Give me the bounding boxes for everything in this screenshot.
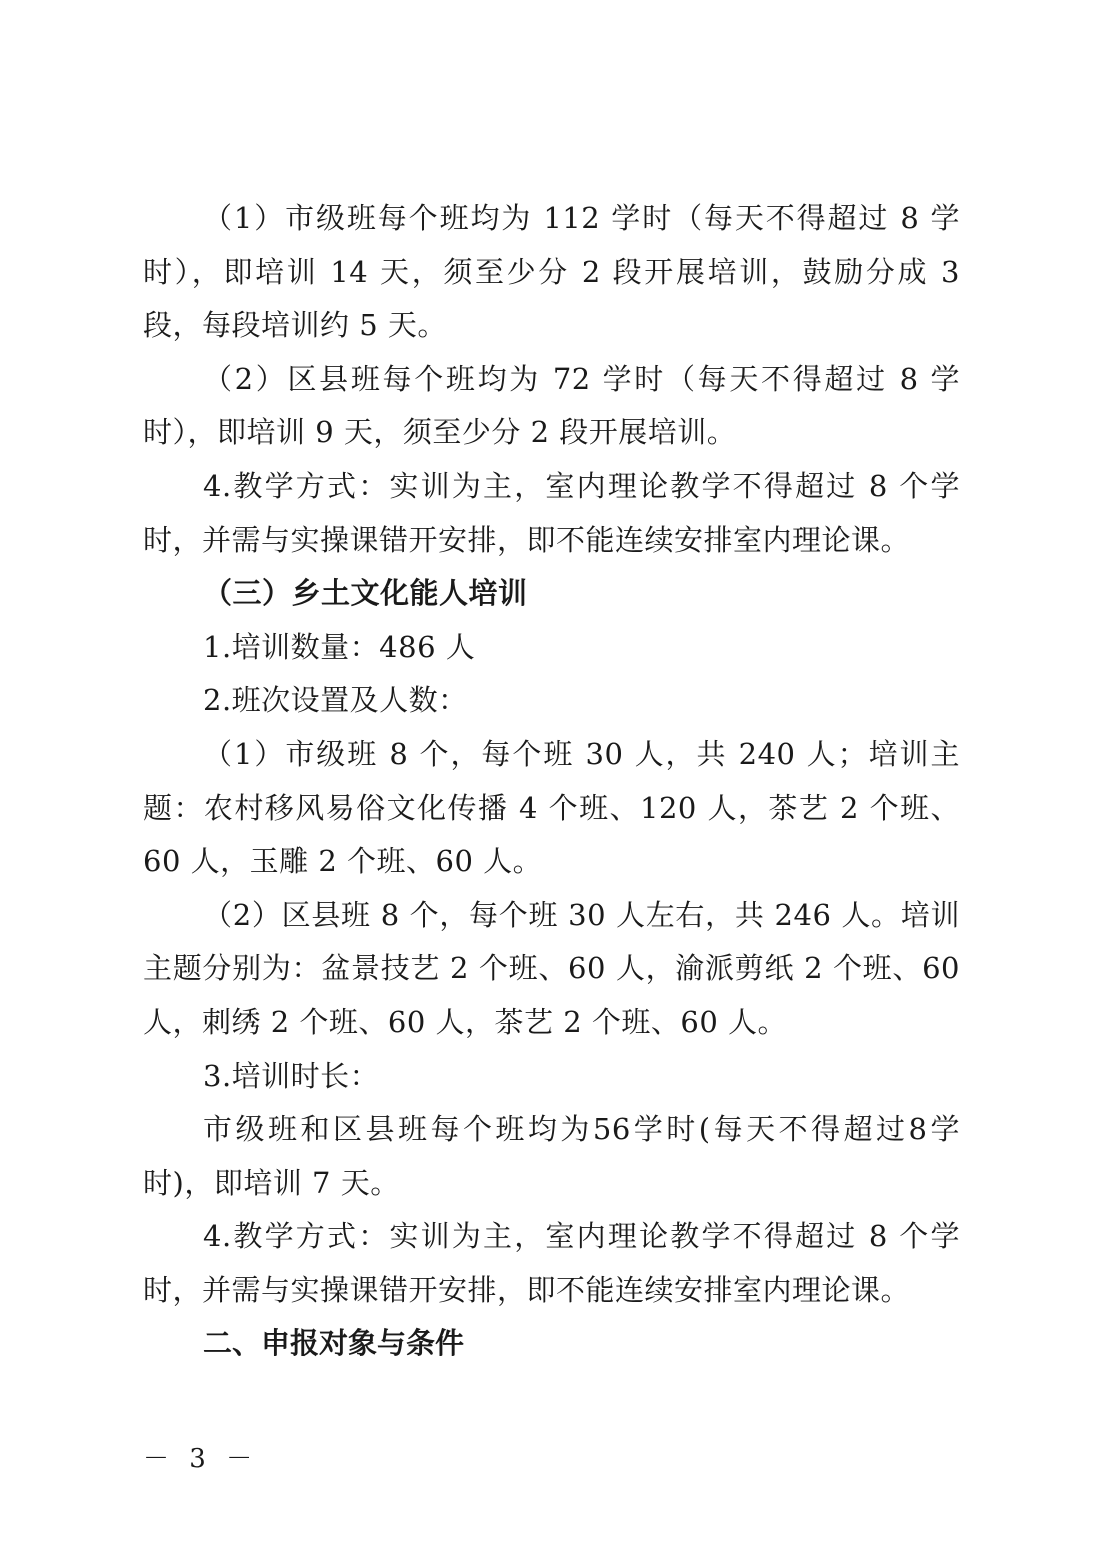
page-number: － 3 － <box>143 1444 259 1474</box>
paragraph-teaching-method: 4.教学方式：实训为主，室内理论教学不得超过 8 个学时，并需与实操课错开安排，即不能连续安排室内理论课。 <box>143 468 960 557</box>
paragraph-class-setup: 2.班次设置及人数： <box>203 683 468 718</box>
paragraph-training-quantity: 1.培训数量：486 人 <box>203 629 476 664</box>
paragraph-county-classes: （2）区县班 8 个，每个班 30 人左右，共 246 人。培训主题分别为：盆景技艺 2 个班、60 人，渝派剪纸 2 个班、60 人，刺绣 2 个班、60 人，茶艺 2 个班、60 人。 <box>143 897 960 1039</box>
paragraph-city-classes: （1）市级班 8 个，每个班 30 人，共 240 人；培训主题：农村移风易俗文化传播 4 个班、120 人，茶艺 2 个班、60 人，玉雕 2 个班、60 人。 <box>143 736 960 879</box>
paragraph-duration-detail: 市级班和区县班每个班均为56学时(每天不得超过8学时)，即培训 7 天。 <box>143 1112 960 1200</box>
paragraph-city-class-hours: （1）市级班每个班均为 112 学时（每天不得超过 8 学时），即培训 14 天，须至少分 2 段开展培训，鼓励分成 3 段，每段培训约 5 天。 <box>143 201 960 343</box>
document-body <box>143 192 960 1371</box>
paragraph-county-class-hours: （2）区县班每个班均为 72 学时（每天不得超过 8 学时），即培训 9 天，须至少分 2 段开展培训。 <box>143 361 960 450</box>
subheading-local-culture-training: （三）乡土文化能人培训 <box>203 576 528 611</box>
section-heading: 二、申报对象与条件 <box>203 1326 465 1361</box>
paragraph-training-duration: 3.培训时长： <box>203 1058 380 1093</box>
paragraph-teaching-method-2: 4.教学方式：实训为主，室内理论教学不得超过 8 个学时，并需与实操课错开安排，即不能连续安排室内理论课。 <box>143 1219 960 1307</box>
